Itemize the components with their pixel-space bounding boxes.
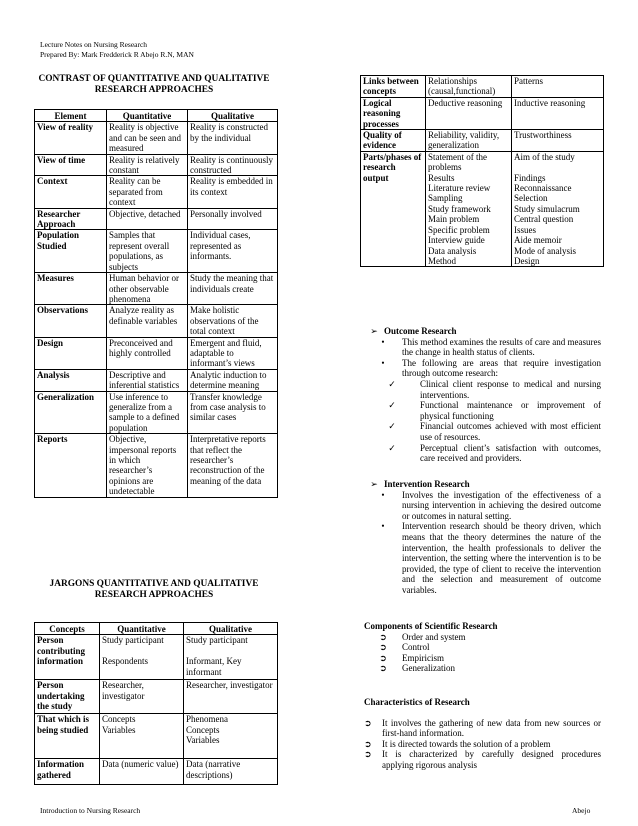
component-item (364, 642, 601, 653)
table-cell: Human behavior or other observable phenomena (107, 273, 188, 305)
table-row (361, 97, 604, 129)
table-cell: Emergent and fluid, adaptable to informant’s views (188, 337, 278, 369)
component-item-text: Generalization (402, 663, 455, 674)
table-row (35, 714, 278, 759)
characteristics-section (364, 697, 601, 771)
table-cell: Study participant Respondents (100, 635, 184, 680)
table-cell: Statement of the problems Results Literature review Sampling Study framework Main problem Specific problem Interview guide Data analysis Method (426, 151, 512, 266)
continued-table-body (361, 76, 604, 267)
outcome-check-text: Functional maintenance or improvement of physical functioning (420, 400, 601, 421)
table-row (35, 680, 278, 714)
footer-right: Abejo (572, 806, 591, 815)
outcome-heading: Outcome Research (384, 326, 457, 336)
characteristics-list (364, 718, 601, 771)
outcome-check-text: Financial outcomes achieved with most efficient use of resources. (420, 421, 601, 442)
bullet-icon: • (381, 357, 385, 368)
table-cell: Deductive reasoning (426, 97, 512, 129)
table-row (35, 635, 278, 680)
bullet-icon: • (381, 336, 385, 347)
intervention-bullet-1 (364, 490, 601, 522)
table-cell: Study participant Informant, Key informant (184, 635, 278, 680)
table-cell: Reality can be separated from context (107, 176, 188, 208)
footer-left: Introduction to Nursing Research (40, 806, 141, 815)
column-header: Quantitative (107, 110, 188, 122)
checkmark-icon: ✓ (388, 442, 396, 453)
table-row (35, 154, 278, 176)
intervention-bullet-text: Intervention research should be theory driven, which means that the theory determines the nature of the intervention, the health professionals to deliver the intervention, the setting where the intervention is to be provided, the type of client to receive the intervention and the selection and measurement of outcome variables. (402, 521, 601, 595)
circle-arrow-icon: ➲ (364, 749, 372, 760)
table-cell: Objective, impersonal reports in which researcher’s opinions are undetectable (107, 434, 188, 497)
table-row (35, 176, 278, 208)
row-label: That which is being studied (35, 714, 100, 759)
table-cell: Interpretative reports that reflect the researcher’s reconstruction of the meaning of the data (188, 434, 278, 497)
outcome-check-text: Perceptual client’s satisfaction with outcomes, care received and providers. (420, 442, 601, 464)
table-row (35, 305, 278, 337)
table-cell: Trustworthiness (512, 130, 604, 152)
row-label: Analysis (35, 369, 107, 391)
contrast-title (34, 74, 274, 96)
characteristic-item (364, 718, 601, 739)
checkmark-icon: ✓ (388, 400, 396, 411)
row-label: Person undertaking the study (35, 680, 100, 714)
table-cell: Study the meaning that individuals create (188, 273, 278, 305)
row-label: Quality of evidence (361, 130, 426, 152)
component-item-text: Order and system (402, 631, 466, 642)
jargons-title-line-1: JARGONS QUANTITATIVE AND QUALITATIVE (49, 579, 259, 589)
table-cell: Researcher, investigator (184, 680, 278, 714)
header-line-2: Prepared By: Mark Fredderick R Abejo R.N, MAN (40, 50, 194, 59)
outcome-check-4 (364, 443, 601, 464)
contrast-table (34, 109, 278, 498)
column-header: Qualitative (184, 623, 278, 635)
intervention-heading-row (364, 479, 601, 490)
table-cell: Transfer knowledge from case analysis to similar cases (188, 391, 278, 434)
circle-arrow-icon: ➲ (379, 642, 387, 653)
table-cell: Samples that represent overall populations, as subjects (107, 230, 188, 273)
table-cell: Reality is continuously constructed (188, 154, 278, 176)
table-cell: Use inference to generalize from a sample to a defined population (107, 391, 188, 434)
document-header (40, 40, 194, 60)
jargons-table-body (35, 635, 278, 785)
row-label: Information gathered (35, 759, 100, 785)
table-cell: Reality is relatively constant (107, 154, 188, 176)
contrast-table-body (35, 122, 278, 497)
table-row (35, 230, 278, 273)
table-cell: Phenomena Concepts Variables (184, 714, 278, 759)
circle-arrow-icon: ➲ (364, 717, 372, 728)
table-row (35, 369, 278, 391)
column-header: Qualitative (188, 110, 278, 122)
components-list (364, 632, 601, 674)
characteristic-item-text: It is characterized by carefully designed procedures applying rigorous analysis (382, 749, 601, 770)
row-label: View of time (35, 154, 107, 176)
characteristic-item (364, 749, 601, 770)
jargons-title (34, 579, 274, 601)
circle-arrow-icon: ➲ (364, 738, 372, 749)
table-row (35, 391, 278, 434)
table-row (35, 759, 278, 785)
table-cell: Data (narrative descriptions) (184, 759, 278, 785)
table-cell: Personally involved (188, 208, 278, 230)
continued-table (360, 75, 604, 267)
outcome-bullet-1 (364, 337, 601, 358)
contrast-title-line-1: CONTRAST OF QUANTITATIVE AND QUALITATIVE (38, 74, 270, 84)
checkmark-icon: ✓ (388, 421, 396, 432)
column-header: Quantitative (100, 623, 184, 635)
table-cell: Researcher, investigator (100, 680, 184, 714)
outcome-check-1 (364, 379, 601, 400)
row-label: Researcher Approach (35, 208, 107, 230)
characteristic-item-text: It involves the gathering of new data from new sources or first-hand information. (382, 717, 601, 739)
header-line-1: Lecture Notes on Nursing Research (40, 40, 148, 49)
table-cell: Objective, detached (107, 208, 188, 230)
table-cell: Relationships (causal,functional) (426, 76, 512, 98)
table-row (35, 434, 278, 497)
component-item (364, 632, 601, 643)
row-label: Observations (35, 305, 107, 337)
row-label: Reports (35, 434, 107, 497)
jargons-title-line-2: RESEARCH APPROACHES (94, 590, 214, 600)
arrow-icon: ➢ (370, 326, 378, 336)
component-item-text: Control (402, 642, 430, 653)
table-cell: Make holistic observations of the total context (188, 305, 278, 337)
outcome-check-3 (364, 421, 601, 442)
row-label: Person contributing information (35, 635, 100, 680)
jargons-table-header (35, 623, 278, 635)
row-label: Measures (35, 273, 107, 305)
component-item-text: Empiricism (402, 652, 444, 663)
intervention-bullet-text: Involves the investigation of the effectiveness of a nursing intervention in achieving the desired outcome or outcomes in natural setting. (402, 489, 601, 521)
row-label: Parts/phases of research output (361, 151, 426, 266)
contrast-title-line-2: RESEARCH APPROACHES (94, 85, 214, 95)
column-header: Concepts (35, 623, 100, 635)
table-row (35, 208, 278, 230)
table-cell: Inductive reasoning (512, 97, 604, 129)
components-heading: Components of Scientific Research (364, 621, 498, 631)
components-section (364, 621, 601, 674)
table-cell: Data (numeric value) (100, 759, 184, 785)
table-cell: Reality is objective and can be seen and measured (107, 122, 188, 154)
circle-arrow-icon: ➲ (379, 631, 387, 642)
table-cell: Analyze reality as definable variables (107, 305, 188, 337)
column-header: Element (35, 110, 107, 122)
row-label: Design (35, 337, 107, 369)
table-cell: Individual cases, represented as informants. (188, 230, 278, 273)
component-item (364, 653, 601, 664)
table-cell: Descriptive and inferential statistics (107, 369, 188, 391)
table-row (361, 151, 604, 266)
table-cell: Analytic induction to determine meaning (188, 369, 278, 391)
table-row (35, 273, 278, 305)
bullet-icon: • (381, 521, 385, 532)
characteristic-item (364, 739, 601, 750)
row-label: Population Studied (35, 230, 107, 273)
jargons-table (34, 622, 278, 785)
outcome-section (364, 326, 601, 464)
arrow-icon: ➢ (370, 479, 378, 489)
circle-arrow-icon: ➲ (379, 663, 387, 674)
outcome-check-text: Clinical client response to medical and nursing interventions. (420, 378, 601, 400)
table-row (361, 130, 604, 152)
table-cell: Reality is embedded in its context (188, 176, 278, 208)
component-item (364, 663, 601, 674)
table-cell: Reality is constructed by the individual (188, 122, 278, 154)
checkmark-icon: ✓ (388, 378, 396, 389)
outcome-check-2 (364, 400, 601, 421)
intervention-bullet-2 (364, 521, 601, 595)
table-cell: Preconceived and highly controlled (107, 337, 188, 369)
table-cell: Concepts Variables (100, 714, 184, 759)
row-label: Logical reasoning processes (361, 97, 426, 129)
characteristic-item-text: It is directed towards the solution of a problem (382, 738, 551, 749)
table-cell: Aim of the study Findings Reconnaissance Selection Study simulacrum Central question Issues Aide memoir Mode of analysis Design (512, 151, 604, 266)
contrast-table-header (35, 110, 278, 122)
intervention-heading: Intervention Research (384, 479, 470, 489)
table-row (35, 122, 278, 154)
bullet-icon: • (381, 489, 385, 500)
outcome-bullet-text: The following are areas that require investigation through outcome research: (402, 357, 601, 379)
outcome-heading-row (364, 326, 601, 337)
outcome-bullet-2 (364, 358, 601, 379)
row-label: Context (35, 176, 107, 208)
row-label: View of reality (35, 122, 107, 154)
circle-arrow-icon: ➲ (379, 652, 387, 663)
table-row (35, 337, 278, 369)
table-cell: Patterns (512, 76, 604, 98)
row-label: Links between concepts (361, 76, 426, 98)
row-label: Generalization (35, 391, 107, 434)
characteristics-heading: Characteristics of Research (364, 697, 470, 707)
outcome-bullet-text: This method examines the results of care and measures the change in health status of clients. (402, 336, 601, 358)
table-cell: Reliability, validity, generalization (426, 130, 512, 152)
intervention-section (364, 479, 601, 596)
table-row (361, 76, 604, 98)
